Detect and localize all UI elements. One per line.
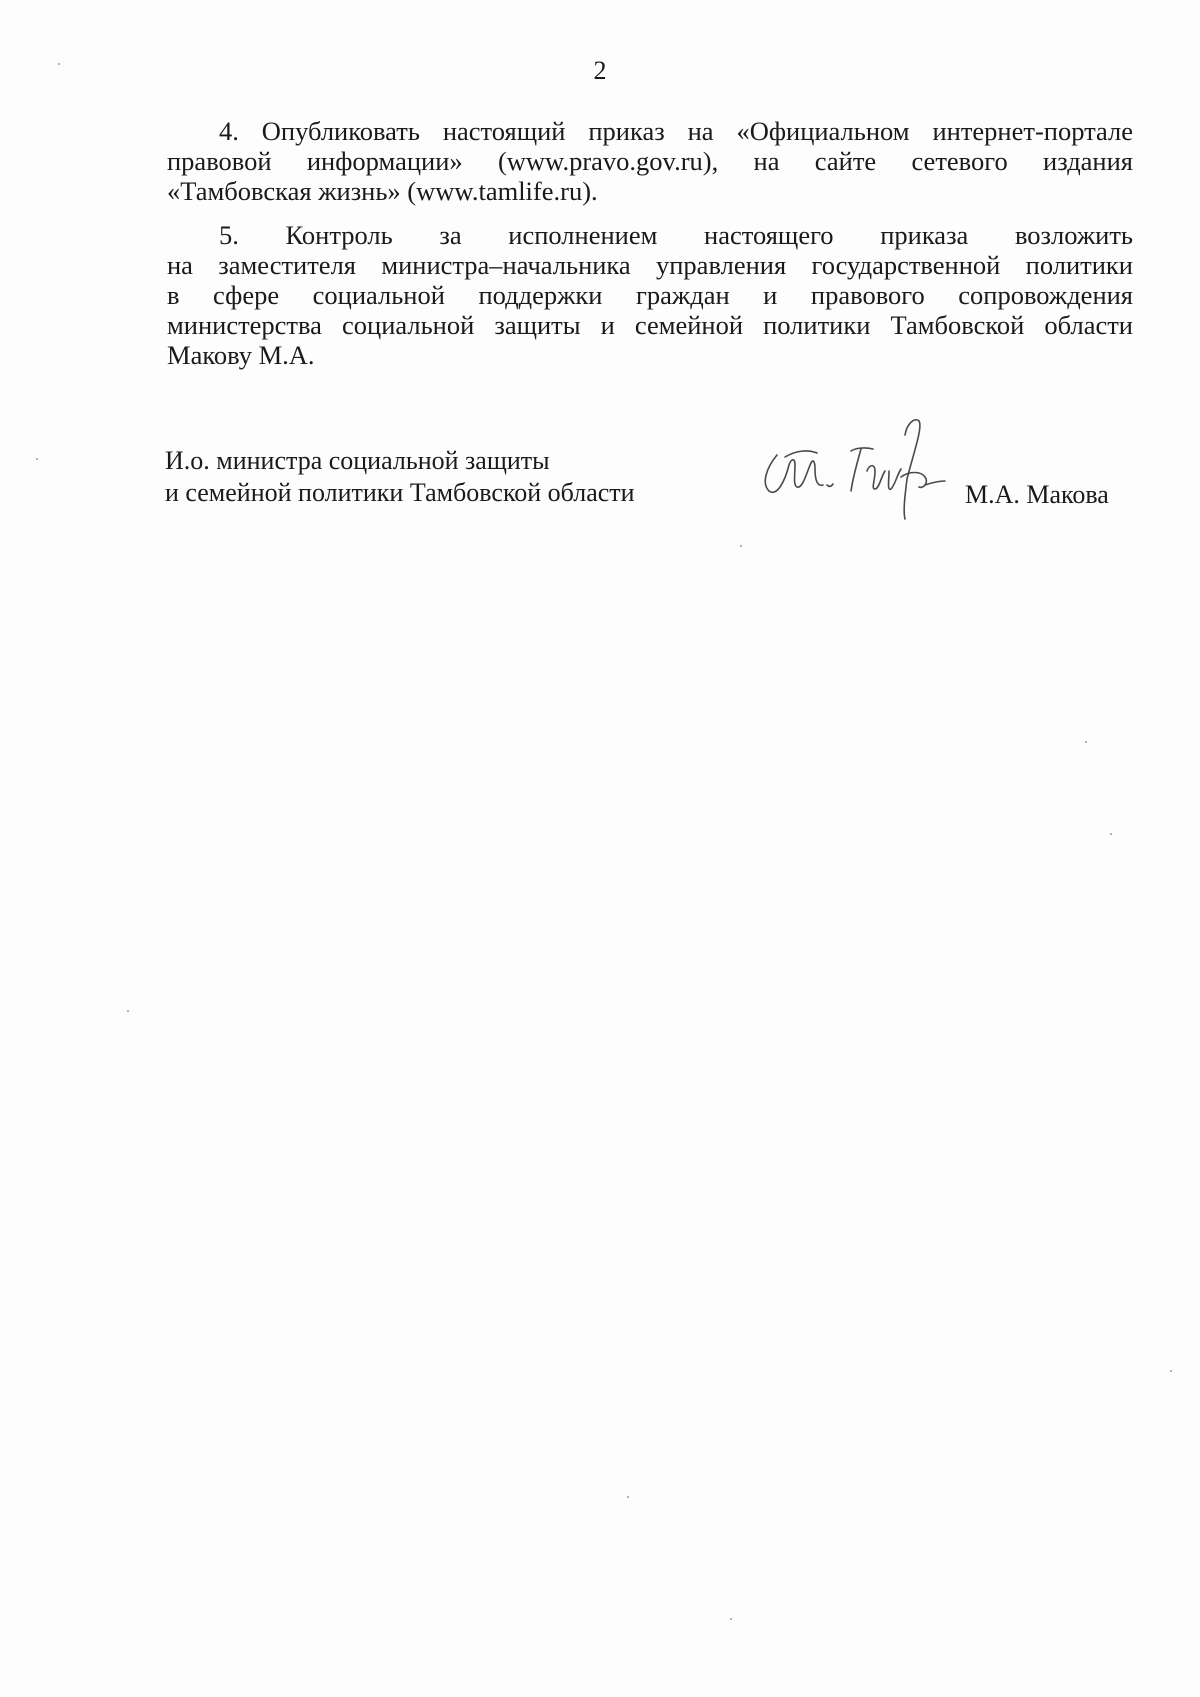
page-number: 2 bbox=[593, 56, 607, 85]
paragraph-5-line: Макову М.А. bbox=[167, 340, 315, 370]
scan-speck bbox=[627, 1496, 629, 1498]
paragraph-4-line: 4. Опубликовать настоящий приказ на «Официальном интернет-портале bbox=[219, 116, 1133, 146]
signatory-title bbox=[165, 445, 635, 509]
paragraph-4-line: правовой информации» (www.pravo.gov.ru), на сайте сетевого издания bbox=[167, 146, 1133, 176]
paragraph-5-line: 5. Контроль за исполнением настоящего приказа возложить bbox=[219, 220, 1133, 250]
scan-speck bbox=[740, 545, 742, 547]
paragraph-4 bbox=[167, 116, 1133, 206]
signer-name: М.А. Макова bbox=[965, 480, 1109, 509]
paragraph-5-line: в сфере социальной поддержки граждан и правового сопровождения bbox=[167, 280, 1133, 310]
paragraph-4-line: «Тамбовская жизнь» (www.tamlife.ru). bbox=[167, 176, 598, 206]
signatory-title-line: И.о. министра социальной защиты bbox=[165, 446, 550, 475]
scan-speck bbox=[58, 63, 60, 65]
scan-speck bbox=[1085, 741, 1087, 743]
handwritten-signature bbox=[755, 415, 950, 525]
signatory-title-line: и семейной политики Тамбовской области bbox=[165, 478, 635, 507]
paragraph-5-line: на заместителя министра–начальника управления государственной политики bbox=[167, 250, 1133, 280]
scan-speck bbox=[36, 458, 38, 460]
scan-speck bbox=[127, 1010, 129, 1012]
scan-speck bbox=[1170, 1370, 1172, 1372]
paragraph-5 bbox=[167, 220, 1133, 370]
paragraph-5-line: министерства социальной защиты и семейной политики Тамбовской области bbox=[167, 310, 1133, 340]
scan-speck bbox=[730, 1618, 732, 1620]
scan-speck bbox=[1110, 833, 1112, 835]
